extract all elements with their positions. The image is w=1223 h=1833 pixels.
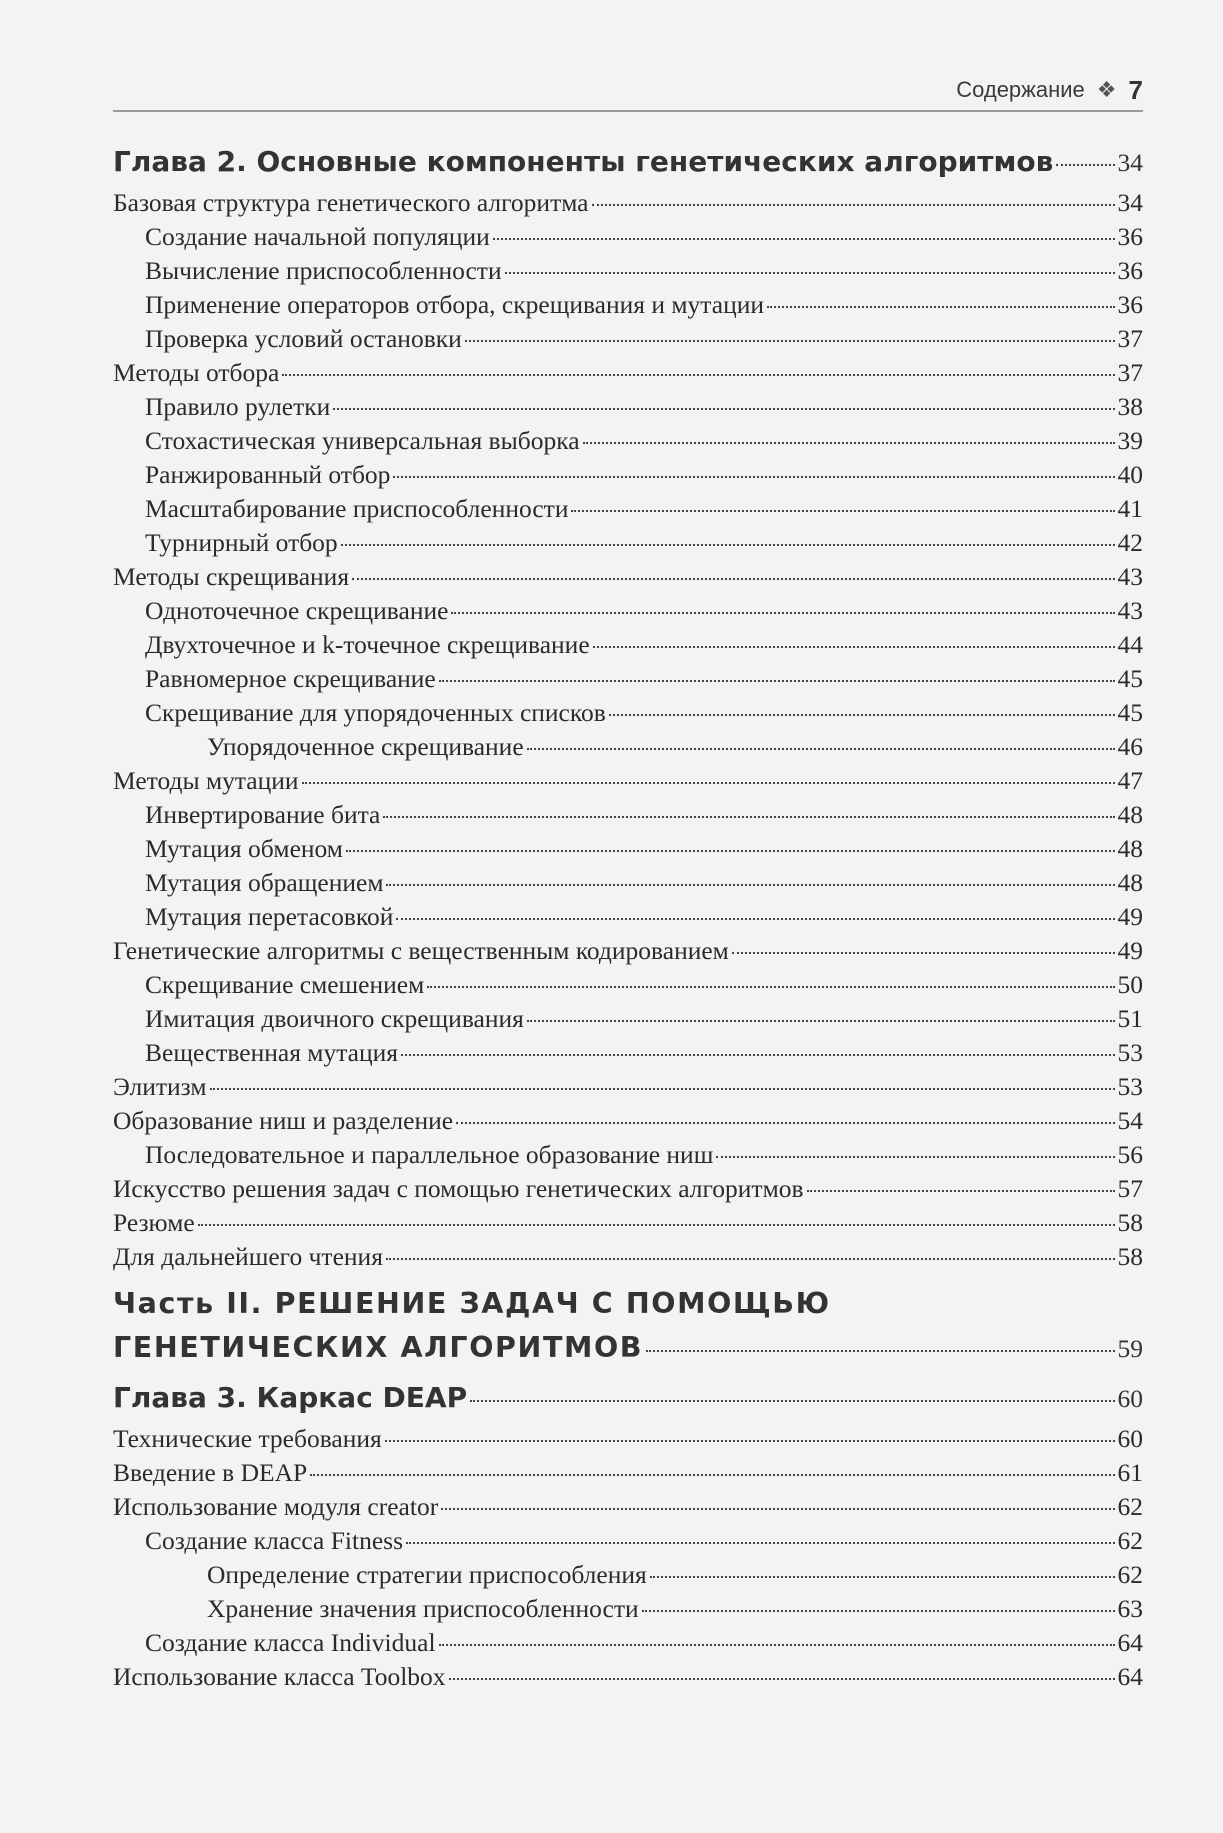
toc-page-number: 58 [1117, 1208, 1143, 1237]
toc-entry[interactable] [113, 220, 1143, 254]
toc-entry[interactable] [113, 526, 1143, 560]
leader-dots [527, 748, 1115, 750]
toc-page-number: 50 [1117, 970, 1143, 999]
toc-entry-title: Базовая структура генетического алгоритма [113, 188, 589, 217]
toc-entry[interactable] [113, 968, 1143, 1002]
leader-dots [385, 1440, 1115, 1442]
part-page-number: 59 [1117, 1334, 1143, 1363]
leader-dots [210, 1088, 1115, 1090]
table-of-contents [113, 140, 1143, 1694]
toc-entry[interactable] [113, 628, 1143, 662]
toc-page-number: 34 [1117, 188, 1143, 217]
toc-page-number: 48 [1117, 800, 1143, 829]
toc-entry-title: Последовательное и параллельное образование ниш [145, 1140, 714, 1169]
toc-page-number: 53 [1117, 1072, 1143, 1101]
toc-entry-title: Генетические алгоритмы с вещественным кодированием [113, 936, 729, 965]
toc-entry-title: Одноточечное скрещивание [145, 596, 449, 625]
toc-entry[interactable] [113, 492, 1143, 526]
header-page-number: 7 [1128, 74, 1143, 105]
leader-dots [386, 1258, 1115, 1260]
toc-page-number: 60 [1117, 1424, 1143, 1453]
toc-entry[interactable] [113, 424, 1143, 458]
toc-entry[interactable] [113, 1660, 1143, 1694]
toc-entry-title: Глава 2. Основные компоненты генетических алгоритмов [113, 145, 1054, 178]
toc-page-number: 62 [1117, 1492, 1143, 1521]
leader-dots [456, 1122, 1114, 1124]
toc-entry[interactable] [113, 662, 1143, 696]
toc-entry[interactable] [113, 798, 1143, 832]
toc-page-number: 43 [1117, 596, 1143, 625]
leader-dots [352, 578, 1114, 580]
toc-entry-title: Введение в DEAP [113, 1458, 308, 1487]
toc-entry-title: Правило рулетки [145, 392, 331, 421]
toc-entry-title: Использование модуля creator [113, 1492, 439, 1521]
toc-page-number: 36 [1117, 222, 1143, 251]
toc-entry[interactable] [113, 356, 1143, 390]
toc-entry-title: Ранжированный отбор [145, 460, 391, 489]
toc-part-2[interactable] [113, 1282, 1143, 1370]
toc-page-number: 41 [1117, 494, 1143, 523]
toc-entry-title: Применение операторов отбора, скрещивания и мутации [145, 290, 765, 319]
toc-entry[interactable] [113, 1558, 1143, 1592]
toc-entry[interactable] [113, 1206, 1143, 1240]
leader-dots [439, 680, 1115, 682]
toc-entry[interactable] [113, 696, 1143, 730]
running-header [113, 70, 1143, 112]
leader-dots [383, 816, 1114, 818]
toc-page-number: 39 [1117, 426, 1143, 455]
toc-page-number: 61 [1117, 1458, 1143, 1487]
toc-entry[interactable] [113, 1524, 1143, 1558]
leader-dots [333, 408, 1114, 410]
toc-entry-title: Искусство решения задач с помощью генетических алгоритмов [113, 1174, 804, 1203]
toc-page-number: 60 [1117, 1384, 1143, 1413]
toc-page-number: 36 [1117, 290, 1143, 319]
header-title: Содержание [956, 77, 1085, 102]
toc-entry-title: Скрещивание для упорядоченных списков [145, 698, 606, 727]
leader-dots [401, 1054, 1115, 1056]
toc-page-number: 43 [1117, 562, 1143, 591]
toc-entry[interactable] [113, 866, 1143, 900]
toc-entry-title: Элитизм [113, 1072, 207, 1101]
leader-dots [465, 340, 1115, 342]
toc-page-number: 49 [1117, 902, 1143, 931]
leader-dots [386, 884, 1114, 886]
part-title-line2-entry [113, 1326, 1143, 1370]
toc-page-number: 62 [1117, 1526, 1143, 1555]
toc-entry[interactable] [113, 594, 1143, 628]
toc-page-number: 56 [1117, 1140, 1143, 1169]
toc-entry-title: Инвертирование бита [145, 800, 381, 829]
toc-entry[interactable] [113, 322, 1143, 356]
toc-entry-title: Резюме [113, 1208, 195, 1237]
toc-entry-title: Создание класса Fitness [145, 1526, 403, 1555]
toc-entry-title: Создание начальной популяции [145, 222, 490, 251]
leader-dots [527, 1020, 1115, 1022]
toc-page-number: 44 [1117, 630, 1143, 659]
toc-page-number: 57 [1117, 1174, 1143, 1203]
toc-page-number: 62 [1117, 1560, 1143, 1589]
toc-entry-title: Методы мутации [113, 766, 299, 795]
toc-entry[interactable] [113, 186, 1143, 220]
toc-entry[interactable] [113, 1172, 1143, 1206]
leader-dots [583, 442, 1115, 444]
leader-dots [282, 374, 1114, 376]
leader-dots [341, 544, 1115, 546]
toc-page-number: 42 [1117, 528, 1143, 557]
toc-entry-title: Мутация перетасовкой [145, 902, 394, 931]
toc-page-number: 45 [1117, 698, 1143, 727]
toc-entry-title: Турнирный отбор [145, 528, 338, 557]
toc-entry-title: Создание класса Individual [145, 1628, 436, 1657]
toc-entry[interactable] [113, 1592, 1143, 1626]
leader-dots [346, 850, 1115, 852]
toc-entry[interactable] [113, 1240, 1143, 1274]
toc-page-number: 53 [1117, 1038, 1143, 1067]
toc-entry[interactable] [113, 900, 1143, 934]
toc-entry-title: Скрещивание смешением [145, 970, 425, 999]
toc-entry-title: Стохастическая универсальная выборка [145, 426, 580, 455]
toc-entry[interactable] [113, 730, 1143, 764]
toc-entry-title: Образование ниш и разделение [113, 1106, 454, 1135]
toc-page-number: 64 [1117, 1628, 1143, 1657]
part-title-line2: ГЕНЕТИЧЕСКИХ АЛГОРИТМОВ [113, 1331, 644, 1364]
toc-entry[interactable] [113, 1036, 1143, 1070]
toc-entry[interactable] [113, 1456, 1143, 1490]
ornament-icon: ❖ [1096, 77, 1117, 102]
toc-entry-title: Имитация двоичного скрещивания [145, 1004, 524, 1033]
leader-dots [732, 952, 1115, 954]
leader-dots [571, 510, 1114, 512]
toc-chapter-entry[interactable] [113, 1376, 1143, 1420]
toc-entry-title: Упорядоченное скрещивание [207, 732, 524, 761]
leader-dots [451, 612, 1114, 614]
toc-entry[interactable] [113, 1070, 1143, 1104]
toc-entry-title: Для дальнейшего чтения [113, 1242, 383, 1271]
toc-entry-title: Технические требования [113, 1424, 382, 1453]
leader-dots [609, 714, 1115, 716]
leader-dots [592, 204, 1115, 206]
toc-entry[interactable] [113, 764, 1143, 798]
toc-page-number: 54 [1117, 1106, 1143, 1135]
toc-entry-title: Методы скрещивания [113, 562, 350, 591]
toc-page-number: 49 [1117, 936, 1143, 965]
toc-entry-title: Масштабирование приспособленности [145, 494, 569, 523]
toc-page-number: 38 [1117, 392, 1143, 421]
toc-entry[interactable] [113, 560, 1143, 594]
toc-page-number: 48 [1117, 834, 1143, 863]
toc-chapter-3-list [113, 1376, 1143, 1694]
leader-dots [642, 1610, 1115, 1612]
leader-dots [716, 1156, 1114, 1158]
toc-page-number: 51 [1117, 1004, 1143, 1033]
toc-page-number: 37 [1117, 358, 1143, 387]
leader-dots [767, 306, 1114, 308]
toc-entry-title: Мутация обменом [145, 834, 343, 863]
toc-entry[interactable] [113, 288, 1143, 322]
toc-entry[interactable] [113, 1490, 1143, 1524]
toc-chapter-2-list [113, 140, 1143, 1274]
toc-entry-title: Хранение значения приспособленности [207, 1594, 639, 1623]
toc-entry[interactable] [113, 1422, 1143, 1456]
leader-dots [427, 986, 1114, 988]
toc-entry[interactable] [113, 1138, 1143, 1172]
toc-entry[interactable] [113, 934, 1143, 968]
toc-page-number: 48 [1117, 868, 1143, 897]
toc-entry-title: Вычисление приспособленности [145, 256, 502, 285]
toc-entry[interactable] [113, 832, 1143, 866]
toc-page-number: 34 [1117, 148, 1143, 177]
toc-entry-title: Методы отбора [113, 358, 280, 387]
toc-entry-title: Мутация обращением [145, 868, 384, 897]
toc-entry-title: Двухточечное и k-точечное скрещивание [145, 630, 590, 659]
leader-dots [302, 782, 1115, 784]
leader-dots [441, 1508, 1114, 1510]
part-title-line1: Часть II. РЕШЕНИЕ ЗАДАЧ С ПОМОЩЬЮ [113, 1287, 831, 1320]
leader-dots [807, 1190, 1115, 1192]
toc-entry-title: Вещественная мутация [145, 1038, 398, 1067]
leader-dots [439, 1644, 1115, 1646]
leader-dots [493, 238, 1115, 240]
toc-page-number: 47 [1117, 766, 1143, 795]
toc-entry-title: Проверка условий остановки [145, 324, 462, 353]
toc-entry-title: Использование класса Toolbox [113, 1662, 446, 1691]
leader-dots [396, 918, 1114, 920]
toc-page-number: 46 [1117, 732, 1143, 761]
toc-entry[interactable] [113, 458, 1143, 492]
toc-entry-title: Определение стратегии приспособления [207, 1560, 647, 1589]
leader-dots [198, 1224, 1115, 1226]
toc-entry[interactable] [113, 254, 1143, 288]
leader-dots [310, 1474, 1114, 1476]
toc-entry[interactable] [113, 1104, 1143, 1138]
toc-entry[interactable] [113, 390, 1143, 424]
toc-chapter-entry[interactable] [113, 140, 1143, 184]
leader-dots [470, 1400, 1114, 1402]
toc-page-number: 36 [1117, 256, 1143, 285]
toc-page-number: 63 [1117, 1594, 1143, 1623]
toc-page-number: 58 [1117, 1242, 1143, 1271]
toc-entry-title: Глава 3. Каркас DEAP [113, 1381, 468, 1414]
toc-entry[interactable] [113, 1002, 1143, 1036]
toc-page-number: 45 [1117, 664, 1143, 693]
leader-dots [646, 1350, 1114, 1352]
leader-dots [593, 646, 1115, 648]
toc-page-number: 64 [1117, 1662, 1143, 1691]
leader-dots [406, 1542, 1115, 1544]
toc-entry[interactable] [113, 1626, 1143, 1660]
leader-dots [1056, 164, 1114, 166]
toc-entry-title: Равномерное скрещивание [145, 664, 436, 693]
toc-page-number: 37 [1117, 324, 1143, 353]
leader-dots [650, 1576, 1115, 1578]
toc-page-number: 40 [1117, 460, 1143, 489]
leader-dots [449, 1678, 1115, 1680]
leader-dots [505, 272, 1115, 274]
leader-dots [393, 476, 1114, 478]
